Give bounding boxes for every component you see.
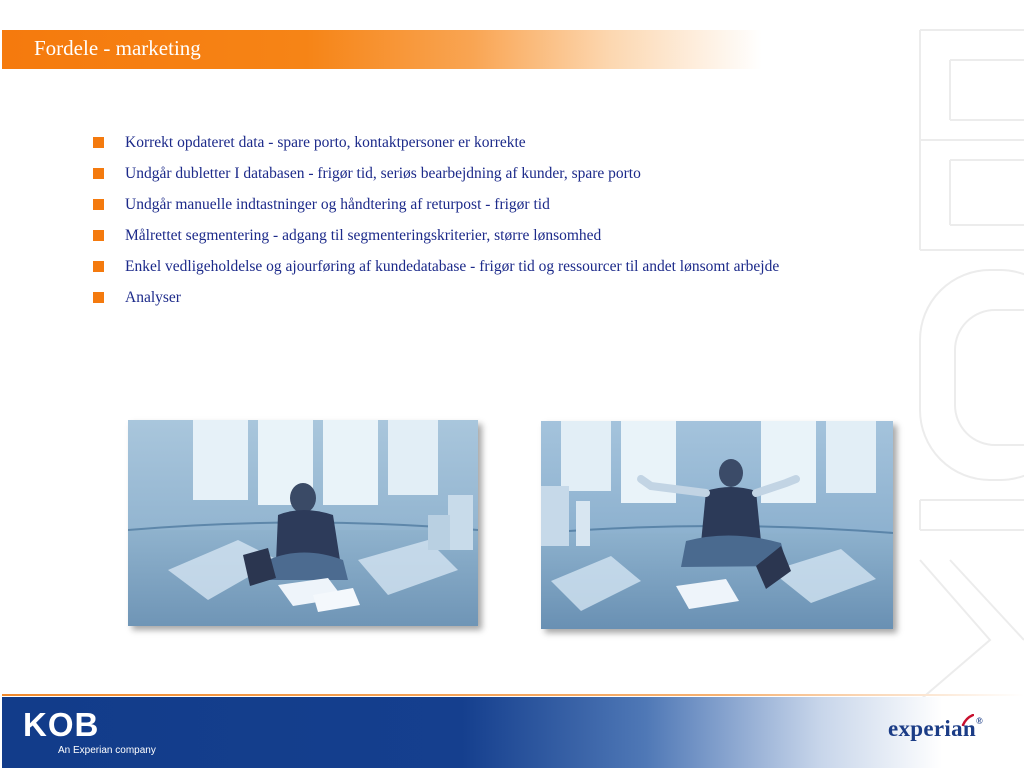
bullet-text: Målrettet segmentering - adgang til segmenteringskriterier, større lønsomhed <box>125 227 602 244</box>
footer-bar <box>2 697 1024 768</box>
kob-logo <box>23 708 127 740</box>
square-bullet-icon <box>93 230 104 241</box>
square-bullet-icon <box>93 292 104 303</box>
photo-stressed-man <box>128 420 478 626</box>
bullet-item <box>92 163 779 194</box>
bullet-text: Analyser <box>125 289 181 306</box>
bullet-text: Undgår manuelle indtastninger og håndtering af returpost - frigør tid <box>125 196 550 213</box>
title-bar <box>2 30 762 69</box>
bullet-list <box>92 132 779 318</box>
photo-gesturing-man <box>541 421 893 629</box>
kob-logo-text: KOB <box>23 708 100 740</box>
square-bullet-icon <box>93 261 104 272</box>
square-bullet-icon <box>93 199 104 210</box>
kob-watermark <box>900 0 1024 700</box>
square-bullet-icon <box>93 137 104 148</box>
footer-divider <box>2 694 1024 696</box>
bullet-item <box>92 225 779 256</box>
bullet-text: Enkel vedligeholdelse og ajourføring af kundedatabase - frigør tid og ressourcer til andet lønsomt arbejde <box>125 258 780 275</box>
bullet-text: Undgår dubletter I databasen - frigør tid, seriøs bearbejdning af kunder, spare porto <box>125 165 641 182</box>
kob-tagline: An Experian company <box>58 745 156 756</box>
experian-logo <box>888 716 983 742</box>
bullet-item <box>92 287 779 318</box>
bullet-item <box>92 194 779 225</box>
square-bullet-icon <box>93 168 104 179</box>
registered-mark: ® <box>976 716 984 726</box>
slide-title: Fordele - marketing <box>34 36 201 60</box>
experian-logo-text: experian <box>888 716 976 741</box>
bullet-item <box>92 256 779 287</box>
bullet-item <box>92 132 779 163</box>
bullet-text: Korrekt opdateret data - spare porto, kontaktpersoner er korrekte <box>125 134 526 151</box>
